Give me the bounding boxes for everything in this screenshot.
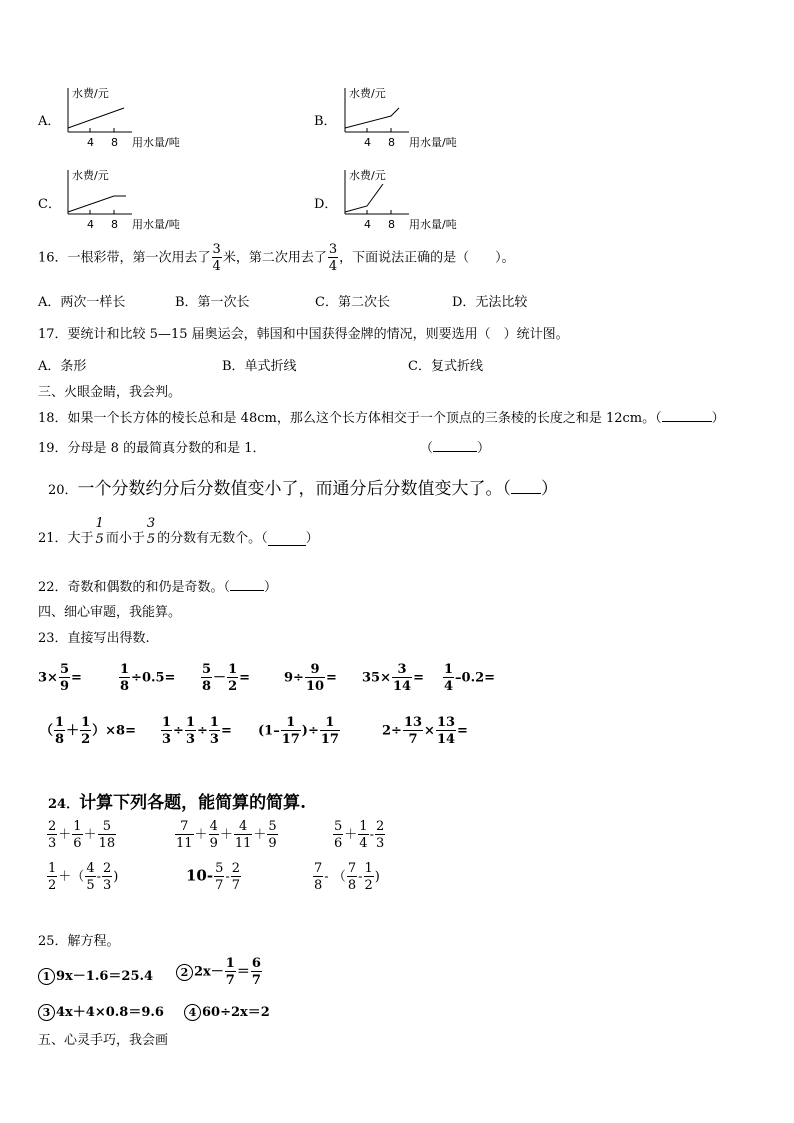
fraction: $\frac{3}{14}$	[392, 662, 412, 694]
fraction: $\frac{2}{3}$	[48, 819, 57, 851]
graph-d	[337, 166, 467, 232]
fraction: $\frac{4}{9}$	[209, 819, 218, 851]
graph-a-tick-4: 4	[87, 136, 94, 149]
fraction: $\frac{1}{8}$	[120, 662, 130, 694]
q24-item-1: $\frac{2}{3}$ ＋ $\frac{1}{6}$ ＋ $\frac{5}{18}$	[48, 819, 116, 851]
graph-c-tick-8: 8	[111, 218, 118, 231]
fraction: $\frac{13}{14}$	[436, 715, 456, 747]
graph-d-tick-8: 8	[388, 218, 395, 231]
circled-number-icon: 3	[38, 1004, 55, 1021]
fraction: $\frac{7}{8}$	[347, 861, 357, 893]
graph-a	[60, 84, 190, 150]
q18: 18．如果一个长方体的棱长总和是 48cm，那么这个长方体相交于一个顶点的三条棱的长度之和是 12cm。（ ）	[38, 411, 725, 426]
fraction: $\frac{5}{8}$	[202, 662, 212, 694]
q22: 22．奇数和偶数的和仍是奇数。（ ）	[38, 580, 278, 595]
q23-item-8: $\frac{1}{3}$ ÷ $\frac{1}{3}$ ÷ $\frac{1}{3}$ =	[162, 715, 232, 747]
fraction: $\frac{7}{8}$	[314, 861, 323, 893]
section-5-title: 五、心灵手巧，我会画	[38, 1033, 169, 1048]
q24-item-2: $\frac{7}{11}$ ＋ $\frac{4}{9}$ ＋ $\frac{4}{11}$ ＋ $\frac{5}{9}$	[176, 819, 277, 851]
fraction: $\frac{1}{4}$	[444, 662, 454, 694]
q24-item-6: $\frac{7}{8}$ - （ $\frac{7}{8}$ - $\frac{1}{2}$ )	[314, 861, 380, 893]
graph-d-tick-4: 4	[364, 218, 371, 231]
fraction: $\frac{9}{10}$	[305, 662, 325, 694]
q17-option-a: A．条形	[38, 359, 87, 374]
q16-option-b: B．第一次长	[175, 295, 250, 310]
answer-blank	[230, 578, 264, 591]
answer-blank	[268, 533, 306, 546]
answer-blank	[433, 439, 477, 452]
q23-title: 23．直接写出得数.	[38, 631, 150, 646]
equation-3: 3 4x＋4×0.8＝9.6	[38, 1001, 164, 1021]
fraction: $\frac{1}{3}$	[209, 715, 219, 747]
fraction: $\frac{5}{7}$	[215, 861, 224, 893]
q23-item-9: (1– $\frac{1}{17}$ )÷ $\frac{1}{17}$	[258, 715, 339, 747]
q23-item-10: 2÷ $\frac{13}{7}$ × $\frac{13}{14}$ =	[382, 715, 468, 747]
graph-a-tick-8: 8	[111, 136, 118, 149]
q23-item-3: $\frac{5}{8}$ － $\frac{1}{2}$ =	[202, 662, 251, 694]
fraction: $\frac{1}{17}$	[281, 715, 300, 747]
fraction: $\frac{3}{4}$	[212, 242, 221, 274]
q23-item-6: $\frac{1}{4}$ –0.2=	[444, 662, 496, 694]
q16-option-d: D．无法比较	[452, 295, 528, 310]
answer-blank	[662, 409, 712, 422]
fraction: 1 5	[95, 516, 104, 547]
fraction: $\frac{2}{3}$	[375, 819, 385, 851]
option-d-label: D．	[314, 197, 338, 212]
q23-item-7: （ $\frac{1}{8}$ ＋ $\frac{1}{2}$ ）×8=	[40, 715, 136, 747]
q20: 20．一个分数约分后分数值变小了，而通分后分数值变大了。（ ）	[48, 479, 559, 499]
fraction: $\frac{2}{3}$	[103, 861, 112, 893]
fraction: $\frac{1}{2}$	[364, 861, 373, 893]
graph-a-xlabel: 用水量/吨	[132, 136, 180, 149]
fraction: $\frac{1}{3}$	[162, 715, 172, 747]
graph-b-ylabel: 水费/元	[349, 87, 386, 100]
q17-option-b: B．单式折线	[222, 359, 297, 374]
q16-option-c: C．第二次长	[315, 295, 390, 310]
q16: 16．一根彩带，第一次用去了 $\frac{3}{4}$ 米，第二次用去了 $\frac{3}{4}$ ，下面说法正确的是（ ）。	[38, 242, 515, 274]
graph-c-xlabel: 用水量/吨	[132, 218, 180, 231]
fraction: $\frac{13}{7}$	[403, 715, 423, 747]
q23-item-4: 9÷ $\frac{9}{10}$ =	[284, 662, 337, 694]
fraction: $\frac{2}{7}$	[231, 861, 241, 893]
option-b-label: B．	[314, 114, 337, 129]
q17: 17．要统计和比较 5—15 届奥运会，韩国和中国获得金牌的情况，则要选用（ ）统计图。	[38, 327, 569, 342]
q21: 21．大于 1 5 而小于 3 5 的分数有无数个。（ ）	[38, 516, 319, 547]
graph-c-ylabel: 水费/元	[72, 169, 109, 182]
graph-d-xlabel: 用水量/吨	[409, 218, 457, 231]
fraction: 3 5	[146, 516, 156, 547]
circled-number-icon: 2	[176, 964, 193, 981]
graph-c	[60, 166, 190, 232]
q24-item-5: 10- $\frac{5}{7}$ - $\frac{2}{7}$	[186, 861, 241, 893]
q23-item-2: $\frac{1}{8}$ ÷0.5=	[120, 662, 176, 694]
q19-answer: （ ）	[420, 441, 491, 456]
fraction: $\frac{5}{18}$	[98, 819, 116, 851]
q24-title: 24．计算下列各题，能简算的简算.	[48, 793, 307, 813]
graph-a-ylabel: 水费/元	[72, 87, 109, 100]
fraction: $\frac{1}{2}$	[228, 662, 238, 694]
graph-d-ylabel: 水费/元	[349, 169, 386, 182]
graph-b-tick-8: 8	[388, 136, 395, 149]
fraction: $\frac{5}{9}$	[59, 662, 69, 694]
equation-2: 2 2x－ $\frac{1}{7}$ ＝ $\frac{6}{7}$	[176, 957, 263, 987]
option-a-label: A．	[38, 114, 61, 129]
fraction: $\frac{4}{11}$	[234, 819, 252, 851]
fraction: $\frac{6}{7}$	[251, 956, 261, 988]
fraction: $\frac{3}{4}$	[328, 242, 338, 274]
fraction: $\frac{5}{6}$	[334, 819, 343, 851]
fraction: $\frac{1}{7}$	[225, 956, 235, 988]
q17-option-c: C．复式折线	[408, 359, 483, 374]
graph-b-xlabel: 用水量/吨	[409, 136, 457, 149]
equation-1: 1 9x－1.6＝25.4	[38, 965, 153, 985]
q16-option-a: A．两次一样长	[38, 295, 126, 310]
q23-item-1: 3× $\frac{5}{9}$ =	[38, 662, 82, 694]
fraction: $\frac{5}{9}$	[268, 819, 277, 851]
answer-blank	[511, 481, 541, 494]
q23-item-5: 35× $\frac{3}{14}$ =	[362, 662, 424, 694]
fraction: $\frac{1}{17}$	[320, 715, 339, 747]
graph-c-tick-4: 4	[87, 218, 94, 231]
fraction: $\frac{7}{11}$	[176, 819, 193, 851]
q25-title: 25．解方程。	[38, 934, 120, 949]
graph-b	[337, 84, 467, 150]
circled-number-icon: 1	[38, 968, 55, 985]
fraction: $\frac{1}{8}$	[55, 715, 65, 747]
section-3-title: 三、火眼金睛，我会判。	[38, 385, 182, 400]
q24-item-4: $\frac{1}{2}$ ＋（ $\frac{4}{5}$ - $\frac{2}{3}$ )	[48, 861, 119, 893]
section-4-title: 四、细心审题，我能算。	[38, 605, 182, 620]
equation-4: 4 60÷2x＝2	[184, 1001, 270, 1021]
fraction: $\frac{1}{2}$	[81, 715, 91, 747]
fraction: $\frac{4}{5}$	[86, 861, 95, 893]
fraction: $\frac{1}{4}$	[359, 819, 368, 851]
fraction: $\frac{1}{3}$	[185, 715, 195, 747]
fraction: $\frac{1}{2}$	[48, 861, 57, 893]
graph-b-tick-4: 4	[364, 136, 371, 149]
q19: 19．分母是 8 的最简真分数的和是 1．	[38, 441, 266, 456]
q24-item-3: $\frac{5}{6}$ ＋ $\frac{1}{4}$ - $\frac{2}{3}$	[334, 819, 385, 851]
circled-number-icon: 4	[184, 1004, 201, 1021]
fraction: $\frac{1}{6}$	[73, 819, 82, 851]
option-c-label: C．	[38, 197, 61, 212]
